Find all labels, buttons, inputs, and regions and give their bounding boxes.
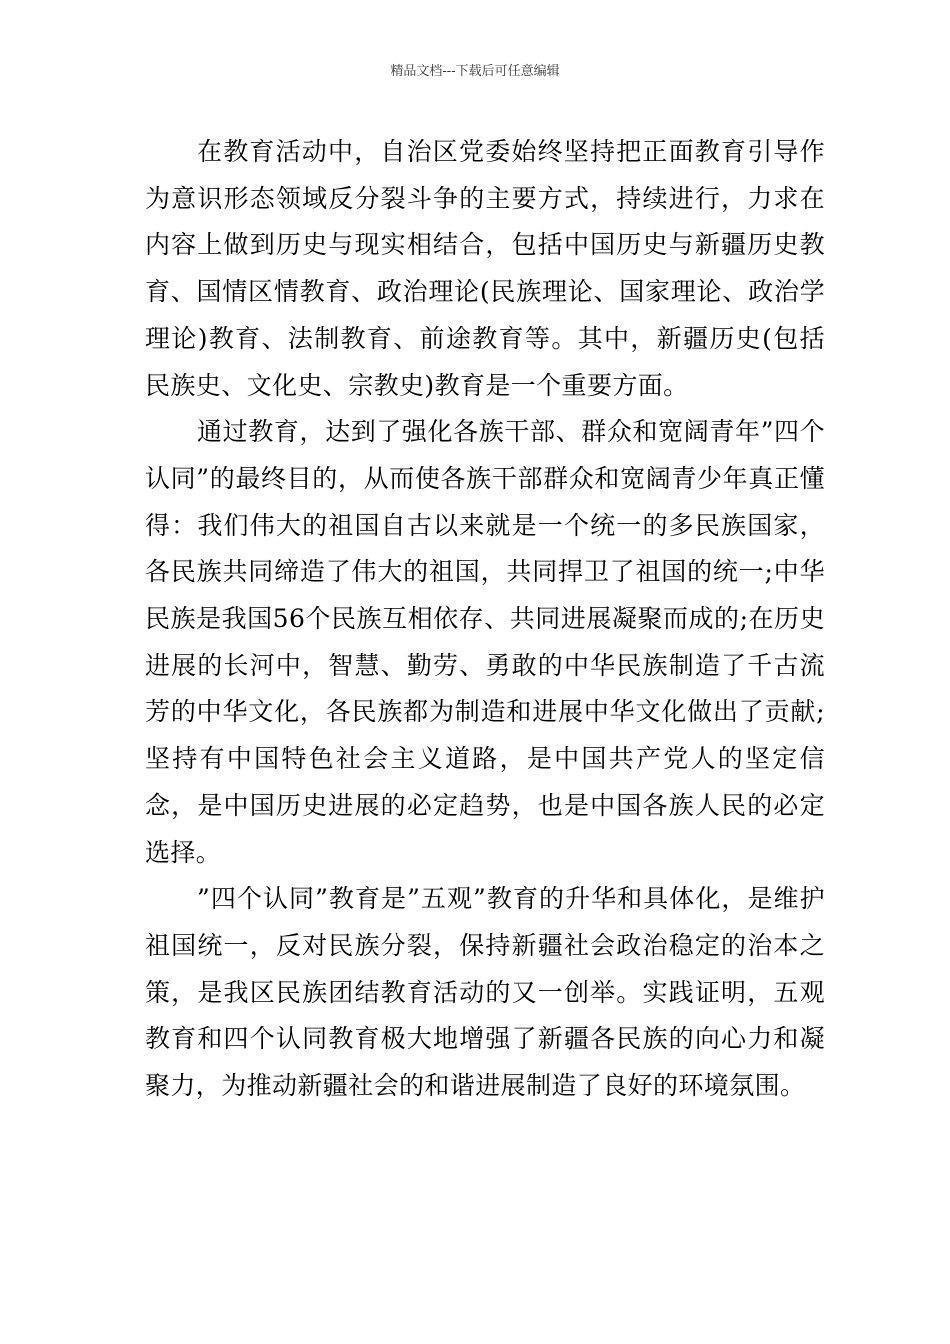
- document-body: [145, 129, 825, 1110]
- paragraph-3: ”四个认同”教育是”五观”教育的升华和具体化，是维护祖国统一，反对民族分裂，保持新疆社会政治稳定的治本之策，是我区民族团结教育活动的又一创举。实践证明，五观教育和四个认同教育极大地增强了新疆各民族的向心力和凝聚力，为推动新疆社会的和谐进展制造了良好的环境氛围。: [145, 884, 825, 1101]
- page-header: 精品文档---下载后可任意编辑: [390, 64, 560, 79]
- paragraph-2: 通过教育，达到了强化各族干部、群众和宽阔青年”四个认同”的最终目的，从而使各族干部群众和宽阔青少年真正懂得：我们伟大的祖国自古以来就是一个统一的多民族国家，各民族共同缔造了伟大的祖国，共同捍卫了祖国的统一;中华民族是我国56个民族互相依存、共同进展凝聚而成的;在历史进展的长河中，智慧、勤劳、勇敢的中华民族制造了千古流芳的中华文化，各民族都为制造和进展中华文化做出了贡献;坚持有中国特色社会主义道路，是中国共产党人的坚定信念，是中国历史进展的必定趋势，也是中国各族人民的必定选择。: [145, 417, 825, 867]
- paragraph-1: 在教育活动中，自治区党委始终坚持把正面教育引导作为意识形态领域反分裂斗争的主要方式，持续进行，力求在内容上做到历史与现实相结合，包括中国历史与新疆历史教育、国情区情教育、政治理论(民族理论、国家理论、政治学理论)教育、法制教育、前途教育等。其中，新疆历史(包括民族史、文化史、宗教史)教育是一个重要方面。: [145, 137, 825, 400]
